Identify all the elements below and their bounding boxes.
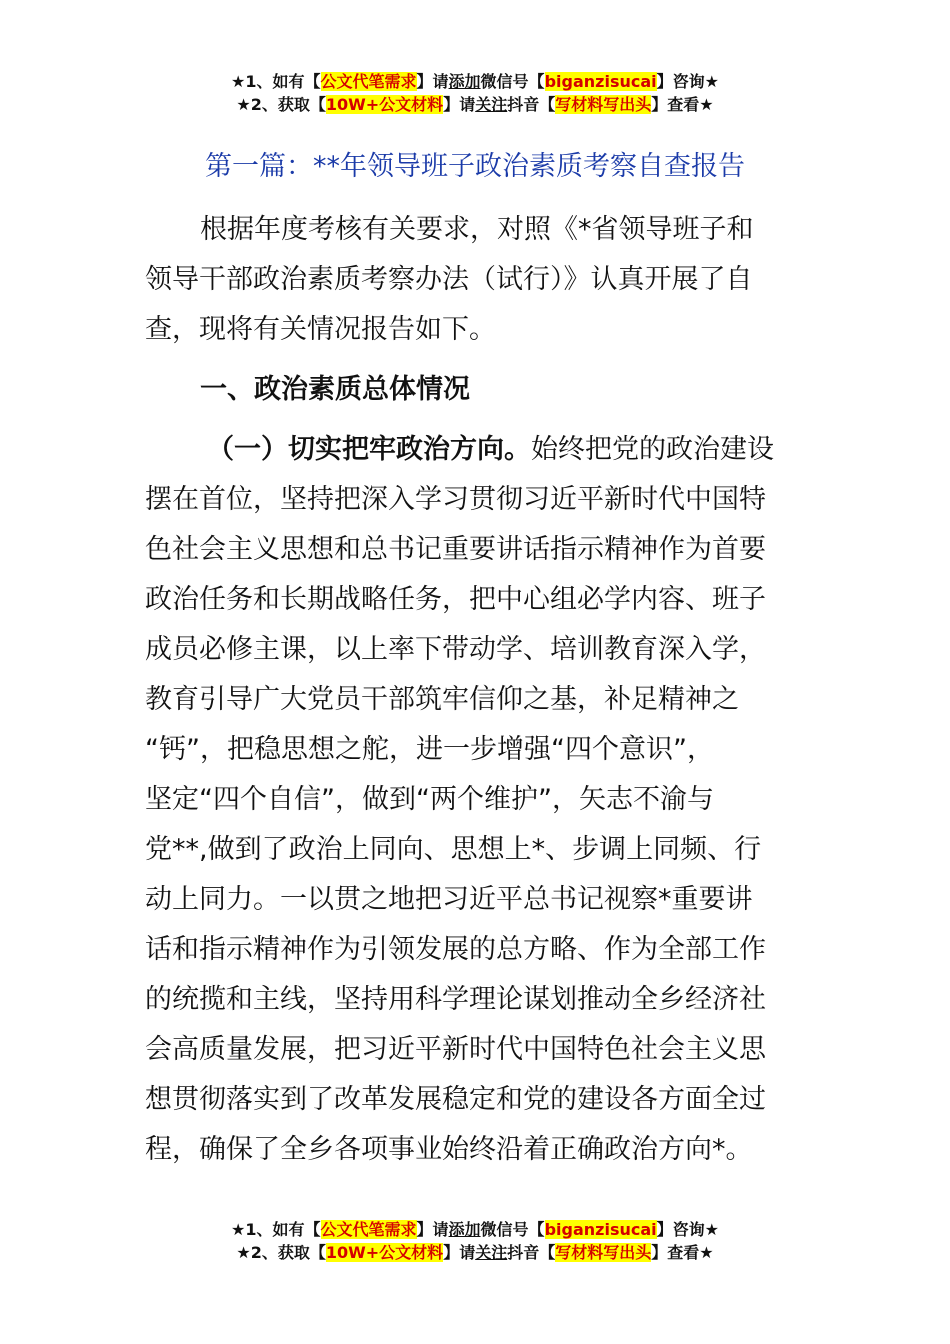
header-line-2-mid2: 抖音【: [507, 95, 556, 114]
footer-line-1-mid2: 微信号【: [480, 1220, 545, 1239]
header-line-1-mid1: 】请: [416, 72, 449, 91]
para-line: 话和指示精神作为引领发展的总方略、作为全部工作: [145, 934, 766, 965]
para-first-line: [145, 425, 810, 475]
header-line-1-pre: ★1、如有【: [231, 72, 321, 91]
intro-line: 根据年度考核有关要求，对照《*省领导班子和: [200, 214, 754, 245]
para-line: 程，确保了全乡各项事业始终沿着正确政治方向*。: [145, 1134, 753, 1165]
footer-line-2-mid2: 抖音【: [507, 1243, 556, 1262]
header-line-2-mid1: 】请: [443, 95, 476, 114]
header-line-2-pre: ★2、获取【: [236, 95, 326, 114]
footer-line-1: [0, 1218, 950, 1241]
footer-line-2-pre: ★2、获取【: [236, 1243, 326, 1262]
header-underline-add: 添加: [448, 72, 481, 91]
para-line: 摆在首位，坚持把深入学习贯彻习近平新时代中国特: [145, 484, 766, 515]
para-first-rest: 始终把党的政治建设: [531, 434, 774, 465]
header-line-1-post: 】咨询★: [656, 72, 719, 91]
header-banner: [0, 70, 950, 116]
para-line: 党**,做到了政治上同向、思想上*、步调上同频、行: [145, 834, 762, 865]
header-highlight-service: 公文代笔需求: [320, 72, 417, 91]
para-line: 政治任务和长期战略任务，把中心组必学内容、班子: [145, 584, 766, 615]
footer-highlight-wechat-id: biganzisucai: [544, 1220, 657, 1239]
header-highlight-douyin: 写材料写出头: [555, 95, 652, 114]
para-line: 会高质量发展，把习近平新时代中国特色社会主义思: [145, 1034, 766, 1065]
intro-line: 查，现将有关情况报告如下。: [145, 314, 496, 345]
para-line: 色社会主义思想和总书记重要讲话指示精神作为首要: [145, 534, 766, 565]
header-highlight-materials: 10W+公文材料: [325, 95, 444, 114]
header-line-2: [0, 93, 950, 116]
footer-underline-add: 添加: [448, 1220, 481, 1239]
footer-highlight-materials: 10W+公文材料: [325, 1243, 444, 1262]
footer-highlight-service: 公文代笔需求: [320, 1220, 417, 1239]
footer-line-2: [0, 1241, 950, 1264]
para-line: 成员必修主课，以上率下带动学、培训教育深入学，: [145, 634, 766, 665]
para-bold-lead: （一）切实把牢政治方向。: [207, 434, 531, 465]
header-highlight-wechat-id: biganzisucai: [544, 72, 657, 91]
footer-line-2-mid1: 】请: [443, 1243, 476, 1262]
intro-line: 领导干部政治素质考察办法（试行）》认真开展了自: [145, 264, 753, 295]
section-heading-text: 一、政治素质总体情况: [200, 374, 470, 405]
footer-line-1-post: 】咨询★: [656, 1220, 719, 1239]
section-heading: [145, 365, 810, 415]
footer-highlight-douyin: 写材料写出头: [555, 1243, 652, 1262]
footer-banner: [0, 1218, 950, 1264]
para-line: 想贯彻落实到了改革发展稳定和党的建设各方面全过: [145, 1084, 766, 1115]
header-line-1: [0, 70, 950, 93]
para-line: 动上同力。一以贯之地把习近平总书记视察*重要讲: [145, 884, 753, 915]
header-underline-follow: 关注: [475, 95, 508, 114]
para-line: 坚定“四个自信”，做到“两个维护”，矢志不渝与: [145, 784, 714, 815]
document-title: 第一篇：**年领导班子政治素质考察自查报告: [205, 151, 745, 182]
paragraph-political-direction: [145, 425, 810, 1175]
footer-line-1-mid1: 】请: [416, 1220, 449, 1239]
header-line-1-mid2: 微信号【: [480, 72, 545, 91]
footer-underline-follow: 关注: [475, 1243, 508, 1262]
para-line: “钙”，把稳思想之舵，进一步增强“四个意识”，: [145, 734, 714, 765]
footer-line-2-post: 】查看★: [651, 1243, 714, 1262]
footer-line-1-pre: ★1、如有【: [231, 1220, 321, 1239]
para-line: 教育引导广大党员干部筑牢信仰之基，补足精神之: [145, 684, 739, 715]
para-line: 的统揽和主线，坚持用科学理论谋划推动全乡经济社: [145, 984, 766, 1015]
intro-paragraph: [145, 205, 810, 355]
header-line-2-post: 】查看★: [651, 95, 714, 114]
